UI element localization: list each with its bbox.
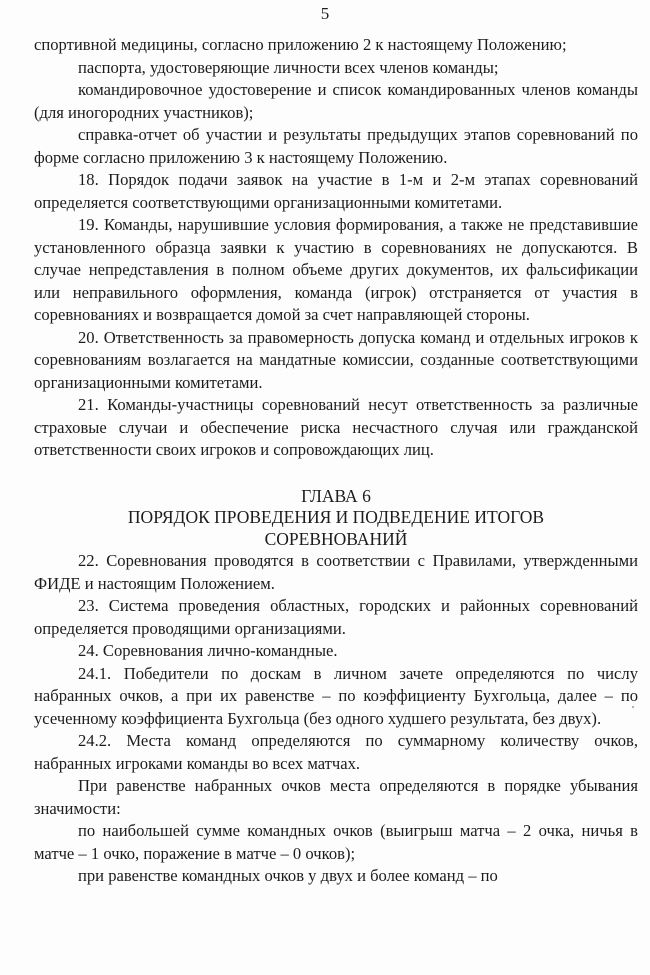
paragraph-sports-medicine: спортивной медицины, согласно приложению 2 к настоящему Положению; <box>34 35 567 54</box>
paragraph-item-24-1: 24.1. Победители по доскам в личном зачете определяются по числу набранных очков, а при их равенстве – по коэффициенту Бухгольца, далее – по усеченному коэффициента Бухгольца (без одного худшего результата, без двух). <box>34 663 638 728</box>
paragraph-item-24-2: 24.2. Места команд определяются по суммарному количеству очков, набранных игроками команды во всех матчах. <box>34 731 638 773</box>
chapter-label: ГЛАВА 6 <box>301 485 371 506</box>
paragraph-item-22: 22. Соревнования проводятся в соответствии с Правилами, утвержденными ФИДЕ и настоящим Положением. <box>34 551 638 593</box>
paragraph-item-23: 23. Система проведения областных, городских и районных соревнований определяется проводящими организациями. <box>34 596 638 638</box>
paragraph-item-20: 20. Ответственность за правомерность допуска команд и отдельных игроков к соревнованиям возлагается на мандатные комиссии, созданные соответствующими организационными комитетами. <box>34 327 638 392</box>
paragraph-item-18: 18. Порядок подачи заявок на участие в 1-м и 2-м этапах соревнований определяется соответствующими организационными комитетами. <box>34 170 638 212</box>
chapter-title-line-1: ПОРЯДОК ПРОВЕДЕНИЯ И ПОДВЕДЕНИЕ ИТОГОВ <box>127 507 545 527</box>
paragraph-travel-certificate: командировочное удостоверение и список командированных членов команды (для иногородних участников); <box>34 80 638 122</box>
paragraph-report-certificate: справка-отчет об участии и результаты предыдущих этапов соревнований по форме согласно приложению 3 к настоящему Положению. <box>34 125 638 167</box>
paragraph-item-19: 19. Команды, нарушившие условия формирования, а также не представившие установленного образца заявки к участию в соревнованиях не допускаются. В случае непредставления в полном объеме других документов, их фальсификации или неправильного оформления, команда (игрок) отстраняется от участия в соревнованиях и возвращается домой за счет направляющей стороны. <box>34 215 638 324</box>
paragraph-team-points: по наибольшей сумме командных очков (выигрыш матча – 2 очка, ничья в матче – 1 очко, поражение в матче – 0 очков); <box>34 821 638 863</box>
scan-speck <box>632 706 634 708</box>
chapter-title-line-2: СОРЕВНОВАНИЙ <box>264 528 408 549</box>
page-number: 5 <box>320 4 330 23</box>
paragraph-item-21: 21. Команды-участницы соревнований несут ответственность за различные страховые случаи и обеспечение риска несчастного случая или гражданской ответственности своих игроков и сопровождающих лиц. <box>34 395 638 459</box>
paragraph-tie-order: При равенстве набранных очков места определяются в порядке убывания значимости: <box>34 776 638 818</box>
paragraph-item-24: 24. Соревнования лично-командные. <box>78 641 338 660</box>
paragraph-passports: паспорта, удостоверяющие личности всех членов команды; <box>78 57 499 77</box>
document-body <box>34 34 638 888</box>
paragraph-equal-team-points: при равенстве командных очков у двух и более команд – по <box>78 866 498 885</box>
